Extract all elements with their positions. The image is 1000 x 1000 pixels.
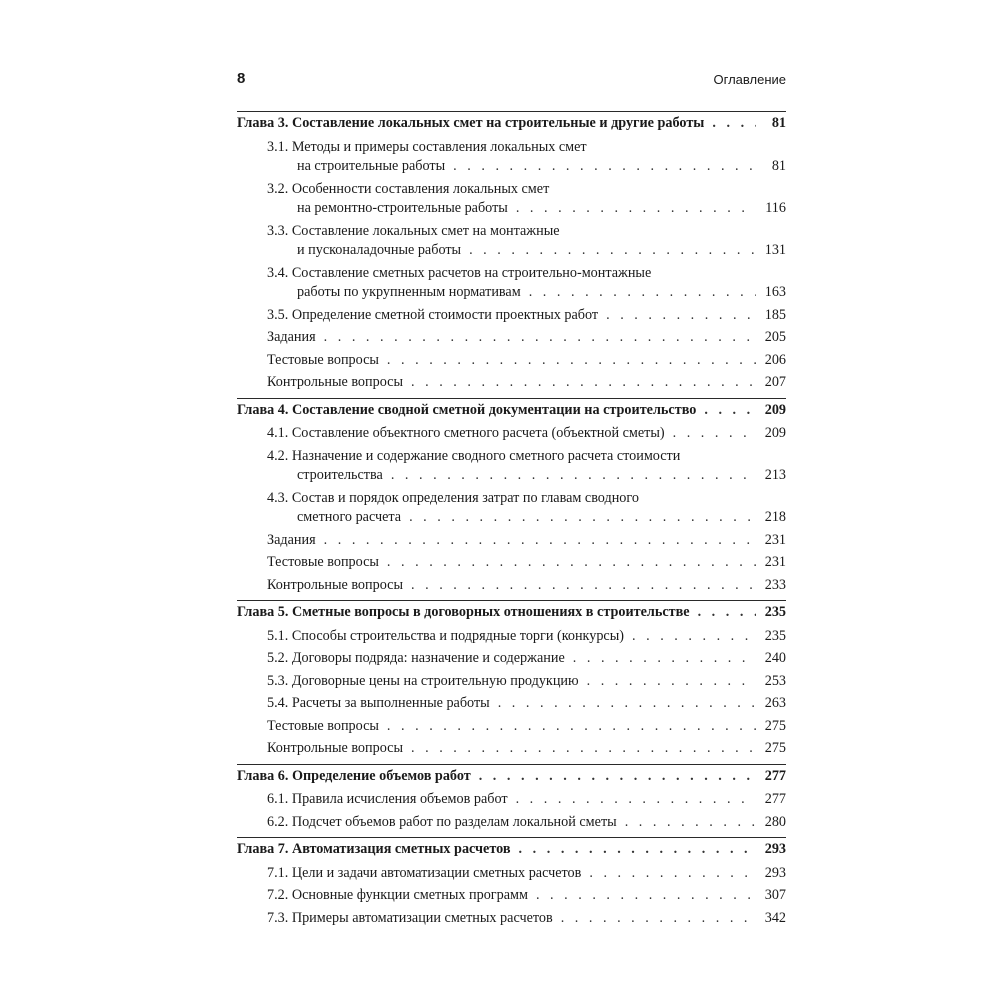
chapter-sections [237,627,786,762]
chapter-title: Глава 4. Составление сводной сметной документации на строительство [237,401,697,418]
leader-dots [698,603,756,623]
leader-dots [409,508,756,528]
entry-title-last-line [267,157,786,177]
entry-page-number: 277 [764,791,786,807]
chapter-title: Глава 6. Определение объемов работ [237,767,471,784]
leader-dots [387,351,756,371]
entry-page-number: 207 [764,374,786,390]
leader-dots [632,627,756,647]
entry-title: Контрольные вопросы [267,576,403,593]
chapter-page-number: 209 [764,401,786,418]
entry-page-number: 263 [764,695,786,711]
chapter-title: Глава 3. Составление локальных смет на строительные и другие работы [237,115,705,131]
entry-title-line: на ремонтно-строительные работы [297,200,508,216]
entry-title-line: 3.1. Методы и примеры составления локальных смет [267,138,587,155]
entry-page-number: 213 [764,467,786,483]
chapter-sections [237,138,786,396]
toc-chapter [237,764,786,836]
entry-title: 6.2. Подсчет объемов работ по разделам локальной сметы [267,813,617,830]
chapter-sections [237,424,786,598]
chapter-heading [237,838,786,861]
entry-page-number: 342 [764,909,786,926]
entry-title-last-line [267,199,786,219]
leader-dots [516,199,756,219]
chapter-heading [237,601,786,624]
toc-chapter [237,600,786,762]
entry-title-last-line [267,466,786,486]
entry-title-last-line [267,508,786,528]
chapter-page-number: 235 [764,604,786,620]
leader-dots [587,672,756,692]
leader-dots [387,553,756,573]
chapter-title: Глава 7. Автоматизация сметных расчетов [237,841,511,857]
entry-title: 6.1. Правила исчисления объемов работ [267,791,508,807]
entry-page-number: 275 [764,740,786,756]
leader-dots [411,373,756,393]
leader-dots [529,283,756,303]
leader-dots [479,767,756,787]
toc-entry [237,739,786,759]
entry-title-line: 4.3. Состав и порядок определения затрат по главам сводного [267,489,639,506]
leader-dots [498,694,756,714]
entry-title: 5.1. Способы строительства и подрядные торги (конкурсы) [267,627,624,644]
entry-title: Тестовые вопросы [267,717,379,734]
toc-entry [237,222,786,261]
leader-dots [625,813,756,833]
entry-page-number: 163 [764,284,786,300]
toc-entry [237,649,786,669]
toc-entry [237,790,786,810]
leader-dots [324,328,756,348]
toc-entry [237,328,786,348]
toc-entry [237,864,786,884]
entry-page-number: 253 [764,672,786,689]
toc-chapter [237,398,786,599]
leader-dots [516,790,756,810]
toc-entry [237,424,786,444]
chapter-page-number: 277 [764,767,786,784]
entry-title-line: сметного расчета [297,509,402,525]
entry-title: 5.2. Договоры подряда: назначение и содержание [267,650,565,666]
leader-dots [411,576,756,596]
entry-page-number: 185 [764,306,786,323]
leader-dots [589,864,756,884]
leader-dots [391,466,756,486]
entry-title: Тестовые вопросы [267,554,379,570]
entry-title-line: строительства [297,467,383,483]
entry-title: 7.2. Основные функции сметных программ [267,887,528,903]
chapter-title: Глава 5. Сметные вопросы в договорных отношениях в строительстве [237,604,690,620]
entry-title-last-line [267,241,786,261]
leader-dots [453,157,756,177]
entry-page-number: 218 [764,509,786,525]
leader-dots [704,401,756,421]
entry-title-line: работы по укрупненным нормативам [297,284,521,300]
toc-entry [237,576,786,596]
page-header [237,70,786,90]
entry-title-line: 3.4. Составление сметных расчетов на строительно-монтажные [267,264,652,281]
entry-page-number: 231 [764,554,786,570]
toc-entry [237,306,786,326]
toc-chapter [237,111,786,396]
entry-page-number: 116 [765,200,786,216]
chapter-heading [237,765,786,788]
toc-entry [237,351,786,371]
toc-entry [237,886,786,906]
toc-entry [237,489,786,528]
entry-title: 5.4. Расчеты за выполненные работы [267,695,490,711]
entry-title: Тестовые вопросы [267,351,379,368]
entry-title: Задания [267,329,316,345]
entry-page-number: 280 [764,813,786,830]
entry-page-number: 307 [764,887,786,903]
entry-page-number: 206 [764,351,786,368]
entry-title: 3.5. Определение сметной стоимости проектных работ [267,306,599,323]
toc-entry [237,813,786,833]
chapter-sections [237,864,786,932]
page-number: 8 [237,70,246,87]
entry-title: Задания [267,531,316,548]
entry-page-number: 209 [764,425,786,441]
entry-title-line: 3.2. Особенности составления локальных смет [267,180,550,197]
leader-dots [606,306,756,326]
toc-chapter [237,837,786,931]
entry-title-last-line [267,283,786,303]
toc-entry [237,672,786,692]
entry-page-number: 131 [764,242,786,258]
leader-dots [519,840,756,860]
entry-page-number: 235 [764,627,786,644]
toc-entry [237,180,786,219]
toc-entry [237,531,786,551]
entry-page-number: 293 [764,864,786,881]
entry-title: Контрольные вопросы [267,374,403,390]
entry-title: 4.1. Составление объектного сметного расчета (объектной сметы) [267,425,665,441]
toc-entry [237,909,786,929]
running-title: Оглавление [713,72,786,87]
toc-entry [237,553,786,573]
leader-dots [536,886,756,906]
entry-title-line: на строительные работы [297,158,446,174]
toc-entry [237,447,786,486]
toc-entry [237,694,786,714]
leader-dots [561,909,756,929]
entry-title: 5.3. Договорные цены на строительную продукцию [267,672,579,689]
entry-page-number: 81 [771,158,786,174]
leader-dots [469,241,756,261]
chapter-page-number: 81 [771,115,786,131]
table-of-contents [237,111,786,931]
toc-entry [237,717,786,737]
leader-dots [411,739,756,759]
chapter-sections [237,790,786,835]
leader-dots [673,424,756,444]
leader-dots [573,649,756,669]
entry-page-number: 233 [764,576,786,593]
toc-entry [237,264,786,303]
leader-dots [324,531,756,551]
toc-entry [237,138,786,177]
toc-entry [237,373,786,393]
entry-title-line: 3.3. Составление локальных смет на монтажные [267,222,560,239]
entry-title: 7.3. Примеры автоматизации сметных расчетов [267,909,553,926]
chapter-heading [237,112,786,135]
entry-page-number: 231 [764,531,786,548]
leader-dots [387,717,756,737]
entry-title: Контрольные вопросы [267,740,403,756]
entry-title-line: и пусконаладочные работы [297,242,462,258]
chapter-heading [237,399,786,422]
entry-page-number: 240 [764,650,786,666]
chapter-page-number: 293 [764,841,786,857]
leader-dots [712,114,756,134]
entry-page-number: 275 [764,717,786,734]
entry-page-number: 205 [764,329,786,345]
toc-entry [237,627,786,647]
entry-title: 7.1. Цели и задачи автоматизации сметных расчетов [267,864,582,881]
entry-title-line: 4.2. Назначение и содержание сводного сметного расчета стоимости [267,447,681,464]
